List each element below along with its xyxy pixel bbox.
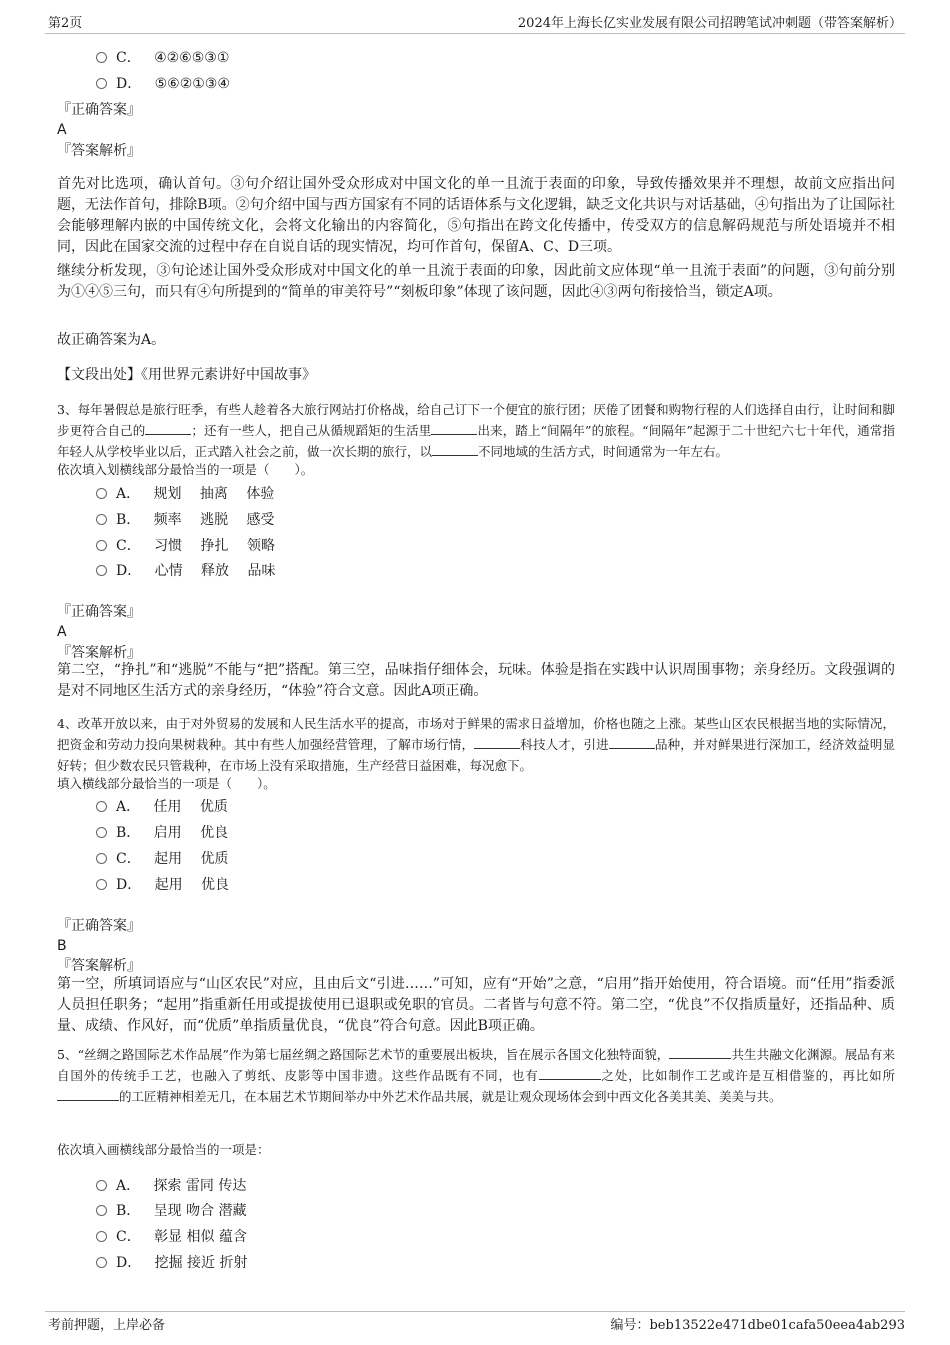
q2-analysis-p3: 故正确答案为A。 xyxy=(57,332,166,348)
radio-icon[interactable] xyxy=(96,52,107,63)
q4-stem: 4、改革开放以来，由于对外贸易的发展和人民生活水平的提高，市场对于鲜果的需求日益增加，价格也随之上涨。某些山区农民根据当地的实际情况，把资金和劳动力投向果树栽种。其中有些人加强经营管理，了解市场行情， 科技人才，引进 品种，并对鲜果进行深加工，经济效益明显好转；但少数农民只管栽种，在市场上没有采取措施，生产经营日益困难，每况愈下。 xyxy=(57,716,895,773)
q2-option-d[interactable]: D． ⑤⑥②①③④ xyxy=(96,74,230,94)
q4-prompt: 填入横线部分最恰当的一项是（ ）。 xyxy=(57,776,276,791)
q3-answer-title: 『正确答案』 xyxy=(57,604,141,620)
blank xyxy=(669,1044,731,1059)
radio-icon[interactable] xyxy=(96,1180,107,1191)
q5-option-d[interactable]: D． 挖掘 接近 折射 xyxy=(96,1253,248,1273)
radio-icon[interactable] xyxy=(96,1205,107,1216)
blank xyxy=(539,1065,601,1080)
q3-prompt: 依次填入划横线部分最恰当的一项是（ ）。 xyxy=(57,462,314,477)
q3-option-b[interactable]: B． 频率 逃脱 感受 xyxy=(96,510,275,530)
blank xyxy=(432,441,478,456)
q5-option-a[interactable]: A． 探索 雷同 传达 xyxy=(96,1176,246,1196)
q5-option-c[interactable]: C． 彰显 相似 蕴含 xyxy=(96,1227,247,1247)
q2-source: 【文段出处】《用世界元素讲好中国故事》 xyxy=(57,367,316,383)
page-number: 第2页 xyxy=(48,16,83,31)
radio-icon[interactable] xyxy=(96,78,107,89)
radio-icon[interactable] xyxy=(96,565,107,576)
q2-analysis-p2: 继续分析发现，③句论述让国外受众形成对中国文化的单一且流于表面的印象，因此前文应体现“单一且流于表面”的问题，③句前分别为①④⑤三句，而只有④句所提到的“简单的审美符号”“刻板印象”体现了该问题，因此④③两句衔接恰当，锁定A项。 xyxy=(57,263,895,300)
q4-answer: B xyxy=(57,938,67,954)
radio-icon[interactable] xyxy=(96,853,107,864)
q3-analysis-title: 『答案解析』 xyxy=(57,645,141,661)
blank xyxy=(57,1086,119,1101)
q4-option-c[interactable]: C． 起用 优质 xyxy=(96,849,229,869)
footer-code: 编号：beb13522e471dbe01cafa50eea4ab293 xyxy=(610,1318,905,1333)
q2-answer: A xyxy=(57,122,67,138)
q4-answer-title: 『正确答案』 xyxy=(57,918,141,934)
q4-option-d[interactable]: D． 起用 优良 xyxy=(96,875,229,895)
q3-option-a[interactable]: A． 规划 抽离 体验 xyxy=(96,484,274,504)
q4-option-b[interactable]: B． 启用 优良 xyxy=(96,823,228,843)
q5-prompt: 依次填入画横线部分最恰当的一项是： xyxy=(57,1142,270,1157)
page-header xyxy=(0,0,950,34)
q3-analysis: 第二空，“挣扎”和“逃脱”不能与“把”搭配。第三空，品味指仔细体会，玩味。体验是指在实践中认识周围事物；亲身经历。文段强调的是对不同地区生活方式的亲身经历，“体验”符合文意。因此A项正确。 xyxy=(57,662,895,699)
radio-icon[interactable] xyxy=(96,1257,107,1268)
q2-option-c[interactable]: C． ④②⑥⑤③① xyxy=(96,48,229,68)
radio-icon[interactable] xyxy=(96,514,107,525)
blank xyxy=(609,734,655,749)
q2-answer-title: 『正确答案』 xyxy=(57,102,141,118)
blank xyxy=(431,420,477,435)
q4-analysis: 第一空，所填词语应与“山区农民”对应，且由后文“引进……”可知，应有“开始”之意，“启用”指开始使用，符合语境。而“任用”指委派人员担任职务；“起用”指重新任用或提拔使用已退职或免职的官员。二者皆与句意不符。第二空，“优良”不仅指质量好，还指品种、质量、成绩、作风好，而“优质”单指质量优良，“优良”符合句意。因此B项正确。 xyxy=(57,976,895,1034)
footer-slogan: 考前押题，上岸必备 xyxy=(48,1318,166,1333)
header-divider xyxy=(45,33,905,34)
q2-analysis-title: 『答案解析』 xyxy=(57,143,141,159)
q2-analysis-p1: 首先对比选项，确认首句。③句介绍让国外受众形成对中国文化的单一且流于表面的印象，导致传播效果并不理想，故前文应指出问题，无法作首句，排除B项。②句介绍中国与西方国家有不同的话语体系与文化逻辑，缺乏文化共识与对话基础，④句指出为了让国际社会能够理解内嵌的中国传统文化，会将文化输出的内容简化，⑤句指出在跨文化传播中，传受双方的信息解码规范与所处语境并不相同，因此在国家交流的过程中存在自说自话的现实情况，均可作首句，保留A、C、D三项。 xyxy=(57,176,895,255)
blank xyxy=(474,734,520,749)
q3-option-c[interactable]: C． 习惯 挣扎 领略 xyxy=(96,536,275,556)
radio-icon[interactable] xyxy=(96,801,107,812)
blank xyxy=(145,420,191,435)
radio-icon[interactable] xyxy=(96,827,107,838)
q5-option-b[interactable]: B． 呈现 吻合 潜藏 xyxy=(96,1201,247,1221)
radio-icon[interactable] xyxy=(96,540,107,551)
footer-divider xyxy=(45,1311,905,1312)
q3-answer: A xyxy=(57,624,67,640)
radio-icon[interactable] xyxy=(96,879,107,890)
q3-option-d[interactable]: D． 心情 释放 品味 xyxy=(96,561,276,581)
q3-stem: 3、每年暑假总是旅行旺季，有些人趁着各大旅行网站打价格战，给自己订下一个便宜的旅行团；厌倦了团餐和购物行程的人们选择自由行，让时间和脚步更符合自己的 ；还有一些人，把自己从循规蹈矩的生活里 出来，踏上“间隔年”的旅程。“间隔年”起源于二十世纪六七十年代，通常指年轻人从学校毕业以后，正式踏入社会之前，做一次长期的旅行，以 不同地域的生活方式，时间通常为一年左右。 xyxy=(57,402,895,459)
q5-stem: 5、“丝绸之路国际艺术作品展”作为第七届丝绸之路国际艺术节的重要展出板块，旨在展示各国文化独特面貌， 共生共融文化渊源。展品有来自国外的传统手工艺，也融入了剪纸、皮影等中国非遗。这些作品既有不同，也有 之处，比如制作工艺或许是互相借鉴的，再比如所的工匠精神相差无几，在本届艺术节期间举办中外艺术作品共展，就是让观众现场体会到中西文化各美其美、美美与共。 xyxy=(57,1044,895,1107)
radio-icon[interactable] xyxy=(96,1231,107,1242)
radio-icon[interactable] xyxy=(96,488,107,499)
q4-analysis-title: 『答案解析』 xyxy=(57,958,141,974)
q4-option-a[interactable]: A． 任用 优质 xyxy=(96,797,228,817)
document-title: 2024年上海长亿实业发展有限公司招聘笔试冲刺题（带答案解析） xyxy=(517,16,902,31)
